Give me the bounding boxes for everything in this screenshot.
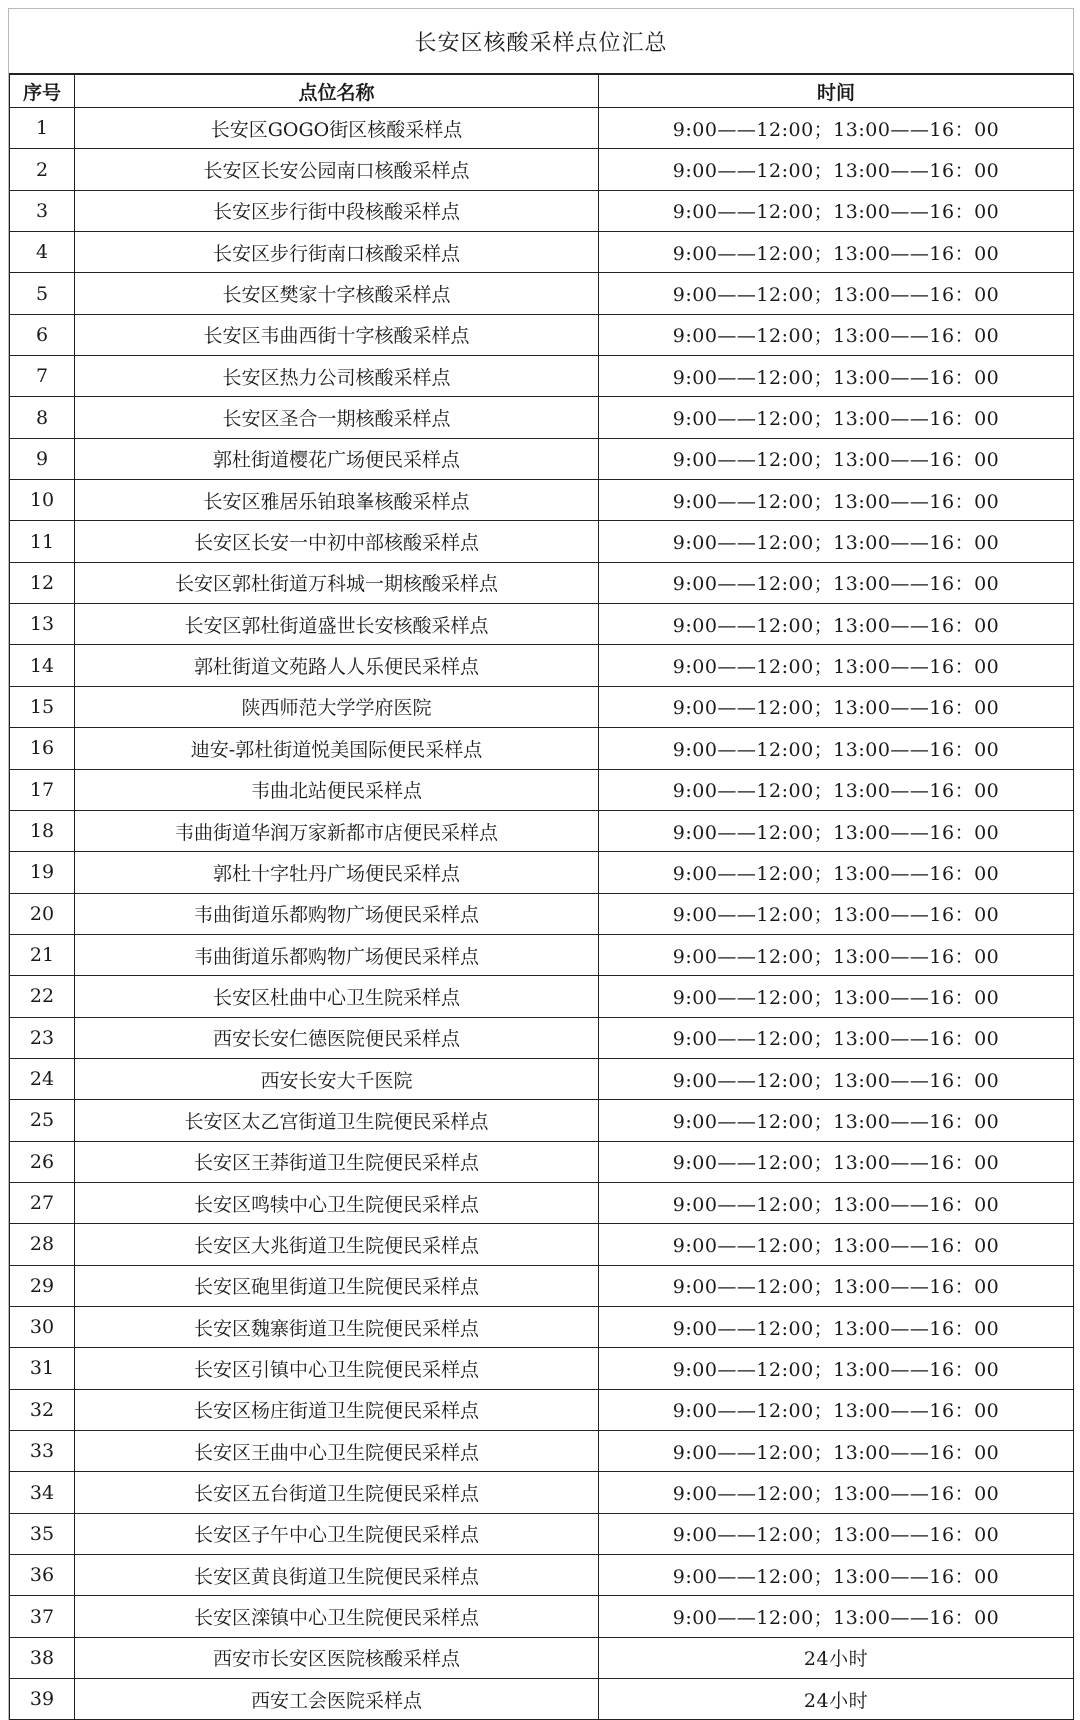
row-time: 9:00——12:00；13:00——16：00	[599, 1306, 1074, 1347]
row-time: 9:00——12:00；13:00——16：00	[599, 852, 1074, 893]
header-time: 时间	[599, 75, 1074, 108]
row-time: 9:00——12:00；13:00——16：00	[599, 1431, 1074, 1472]
table-header-row	[10, 75, 1074, 108]
row-serial-number: 12	[10, 562, 75, 603]
row-site-name: 长安区郭杜街道盛世长安核酸采样点	[75, 604, 599, 645]
row-site-name: 韦曲街道华润万家新都市店便民采样点	[75, 810, 599, 851]
table-row	[10, 356, 1074, 397]
table-body	[10, 108, 1074, 1720]
row-serial-number: 14	[10, 645, 75, 686]
row-serial-number: 31	[10, 1348, 75, 1389]
row-serial-number: 26	[10, 1141, 75, 1182]
row-time: 9:00——12:00；13:00——16：00	[599, 190, 1074, 231]
row-site-name: 长安区子午中心卫生院便民采样点	[75, 1513, 599, 1554]
row-site-name: 长安区砲里街道卫生院便民采样点	[75, 1265, 599, 1306]
row-site-name: 西安工会医院采样点	[75, 1679, 599, 1720]
row-time: 9:00——12:00；13:00——16：00	[599, 480, 1074, 521]
row-site-name: 长安区雅居乐铂琅峯核酸采样点	[75, 480, 599, 521]
table-row	[10, 149, 1074, 190]
row-time: 9:00——12:00；13:00——16：00	[599, 521, 1074, 562]
row-site-name: 长安区魏寨街道卫生院便民采样点	[75, 1306, 599, 1347]
table-row	[10, 562, 1074, 603]
table-row	[10, 1513, 1074, 1554]
row-time: 9:00——12:00；13:00——16：00	[599, 1017, 1074, 1058]
row-time: 9:00——12:00；13:00——16：00	[599, 1058, 1074, 1099]
table-row	[10, 645, 1074, 686]
row-serial-number: 38	[10, 1637, 75, 1678]
row-time: 24小时	[599, 1679, 1074, 1720]
table-row	[10, 769, 1074, 810]
row-serial-number: 11	[10, 521, 75, 562]
table-row	[10, 934, 1074, 975]
table-row	[10, 1058, 1074, 1099]
row-serial-number: 23	[10, 1017, 75, 1058]
row-time: 9:00——12:00；13:00——16：00	[599, 1224, 1074, 1265]
row-time: 24小时	[599, 1637, 1074, 1678]
row-serial-number: 33	[10, 1431, 75, 1472]
row-site-name: 长安区鸣犊中心卫生院便民采样点	[75, 1182, 599, 1223]
row-serial-number: 36	[10, 1555, 75, 1596]
row-site-name: 西安长安大千医院	[75, 1058, 599, 1099]
row-site-name: 韦曲街道乐都购物广场便民采样点	[75, 934, 599, 975]
table-row	[10, 480, 1074, 521]
table-row	[10, 686, 1074, 727]
row-site-name: 长安区GOGO街区核酸采样点	[75, 108, 599, 149]
table-row	[10, 438, 1074, 479]
table-row	[10, 1182, 1074, 1223]
row-site-name: 长安区韦曲西街十字核酸采样点	[75, 314, 599, 355]
row-time: 9:00——12:00；13:00——16：00	[599, 1596, 1074, 1637]
sampling-sites-table	[9, 74, 1074, 1720]
row-serial-number: 13	[10, 604, 75, 645]
row-site-name: 长安区五台街道卫生院便民采样点	[75, 1472, 599, 1513]
table-row	[10, 1431, 1074, 1472]
table-row	[10, 1265, 1074, 1306]
row-site-name: 长安区引镇中心卫生院便民采样点	[75, 1348, 599, 1389]
table-row	[10, 1017, 1074, 1058]
row-time: 9:00——12:00；13:00——16：00	[599, 1389, 1074, 1430]
table-row	[10, 1472, 1074, 1513]
row-time: 9:00——12:00；13:00——16：00	[599, 1100, 1074, 1141]
row-serial-number: 39	[10, 1679, 75, 1720]
table-row	[10, 314, 1074, 355]
row-time: 9:00——12:00；13:00——16：00	[599, 1555, 1074, 1596]
row-serial-number: 30	[10, 1306, 75, 1347]
table-row	[10, 1306, 1074, 1347]
row-site-name: 郭杜十字牡丹广场便民采样点	[75, 852, 599, 893]
row-site-name: 陕西师范大学学府医院	[75, 686, 599, 727]
row-serial-number: 15	[10, 686, 75, 727]
row-site-name: 长安区长安一中初中部核酸采样点	[75, 521, 599, 562]
row-site-name: 长安区黄良街道卫生院便民采样点	[75, 1555, 599, 1596]
row-time: 9:00——12:00；13:00——16：00	[599, 934, 1074, 975]
row-time: 9:00——12:00；13:00——16：00	[599, 1513, 1074, 1554]
row-time: 9:00——12:00；13:00——16：00	[599, 562, 1074, 603]
row-time: 9:00——12:00；13:00——16：00	[599, 810, 1074, 851]
table-row	[10, 728, 1074, 769]
row-site-name: 韦曲街道乐都购物广场便民采样点	[75, 893, 599, 934]
row-site-name: 长安区杜曲中心卫生院采样点	[75, 976, 599, 1017]
row-serial-number: 8	[10, 397, 75, 438]
row-site-name: 长安区王曲中心卫生院便民采样点	[75, 1431, 599, 1472]
row-serial-number: 37	[10, 1596, 75, 1637]
row-serial-number: 10	[10, 480, 75, 521]
row-serial-number: 3	[10, 190, 75, 231]
row-serial-number: 20	[10, 893, 75, 934]
row-site-name: 西安长安仁德医院便民采样点	[75, 1017, 599, 1058]
row-time: 9:00——12:00；13:00——16：00	[599, 604, 1074, 645]
row-time: 9:00——12:00；13:00——16：00	[599, 1472, 1074, 1513]
table-row	[10, 232, 1074, 273]
row-serial-number: 24	[10, 1058, 75, 1099]
row-time: 9:00——12:00；13:00——16：00	[599, 686, 1074, 727]
row-serial-number: 6	[10, 314, 75, 355]
table-row	[10, 893, 1074, 934]
row-serial-number: 5	[10, 273, 75, 314]
table-row	[10, 108, 1074, 149]
row-serial-number: 35	[10, 1513, 75, 1554]
row-site-name: 西安市长安区医院核酸采样点	[75, 1637, 599, 1678]
table-row	[10, 521, 1074, 562]
row-serial-number: 21	[10, 934, 75, 975]
row-site-name: 长安区大兆街道卫生院便民采样点	[75, 1224, 599, 1265]
header-serial-number: 序号	[10, 75, 75, 108]
row-serial-number: 28	[10, 1224, 75, 1265]
row-serial-number: 18	[10, 810, 75, 851]
table-row	[10, 1389, 1074, 1430]
table-row	[10, 1555, 1074, 1596]
row-site-name: 长安区樊家十字核酸采样点	[75, 273, 599, 314]
row-time: 9:00——12:00；13:00——16：00	[599, 1182, 1074, 1223]
row-serial-number: 7	[10, 356, 75, 397]
row-serial-number: 16	[10, 728, 75, 769]
row-time: 9:00——12:00；13:00——16：00	[599, 273, 1074, 314]
row-serial-number: 2	[10, 149, 75, 190]
row-site-name: 迪安-郭杜街道悦美国际便民采样点	[75, 728, 599, 769]
table-row	[10, 852, 1074, 893]
header-site-name: 点位名称	[75, 75, 599, 108]
row-site-name: 长安区热力公司核酸采样点	[75, 356, 599, 397]
row-time: 9:00——12:00；13:00——16：00	[599, 1265, 1074, 1306]
row-time: 9:00——12:00；13:00——16：00	[599, 893, 1074, 934]
row-site-name: 长安区步行街南口核酸采样点	[75, 232, 599, 273]
row-site-name: 长安区太乙宫街道卫生院便民采样点	[75, 1100, 599, 1141]
row-time: 9:00——12:00；13:00——16：00	[599, 976, 1074, 1017]
row-time: 9:00——12:00；13:00——16：00	[599, 356, 1074, 397]
row-time: 9:00——12:00；13:00——16：00	[599, 232, 1074, 273]
table-row	[10, 1596, 1074, 1637]
row-site-name: 韦曲北站便民采样点	[75, 769, 599, 810]
row-time: 9:00——12:00；13:00——16：00	[599, 314, 1074, 355]
row-serial-number: 27	[10, 1182, 75, 1223]
row-site-name: 长安区郭杜街道万科城一期核酸采样点	[75, 562, 599, 603]
row-serial-number: 4	[10, 232, 75, 273]
row-time: 9:00——12:00；13:00——16：00	[599, 769, 1074, 810]
row-time: 9:00——12:00；13:00——16：00	[599, 438, 1074, 479]
row-site-name: 长安区杨庄街道卫生院便民采样点	[75, 1389, 599, 1430]
row-serial-number: 22	[10, 976, 75, 1017]
row-serial-number: 32	[10, 1389, 75, 1430]
row-site-name: 长安区王莽街道卫生院便民采样点	[75, 1141, 599, 1182]
table-row	[10, 1348, 1074, 1389]
row-time: 9:00——12:00；13:00——16：00	[599, 1348, 1074, 1389]
table-row	[10, 604, 1074, 645]
row-site-name: 郭杜街道文苑路人人乐便民采样点	[75, 645, 599, 686]
row-site-name: 郭杜街道樱花广场便民采样点	[75, 438, 599, 479]
table-row	[10, 273, 1074, 314]
row-serial-number: 19	[10, 852, 75, 893]
row-site-name: 长安区长安公园南口核酸采样点	[75, 149, 599, 190]
table-row	[10, 1637, 1074, 1678]
row-site-name: 长安区步行街中段核酸采样点	[75, 190, 599, 231]
row-time: 9:00——12:00；13:00——16：00	[599, 397, 1074, 438]
row-serial-number: 1	[10, 108, 75, 149]
row-time: 9:00——12:00；13:00——16：00	[599, 728, 1074, 769]
sampling-sites-sheet	[8, 8, 1074, 1720]
table-row	[10, 810, 1074, 851]
row-site-name: 长安区圣合一期核酸采样点	[75, 397, 599, 438]
table-row	[10, 1100, 1074, 1141]
table-row	[10, 976, 1074, 1017]
row-time: 9:00——12:00；13:00——16：00	[599, 108, 1074, 149]
row-time: 9:00——12:00；13:00——16：00	[599, 645, 1074, 686]
row-time: 9:00——12:00；13:00——16：00	[599, 149, 1074, 190]
table-row	[10, 190, 1074, 231]
table-row	[10, 1679, 1074, 1720]
table-row	[10, 1224, 1074, 1265]
table-row	[10, 1141, 1074, 1182]
row-site-name: 长安区滦镇中心卫生院便民采样点	[75, 1596, 599, 1637]
row-serial-number: 29	[10, 1265, 75, 1306]
row-serial-number: 9	[10, 438, 75, 479]
row-serial-number: 34	[10, 1472, 75, 1513]
row-serial-number: 17	[10, 769, 75, 810]
page-title: 长安区核酸采样点位汇总	[9, 9, 1073, 74]
row-time: 9:00——12:00；13:00——16：00	[599, 1141, 1074, 1182]
table-row	[10, 397, 1074, 438]
row-serial-number: 25	[10, 1100, 75, 1141]
